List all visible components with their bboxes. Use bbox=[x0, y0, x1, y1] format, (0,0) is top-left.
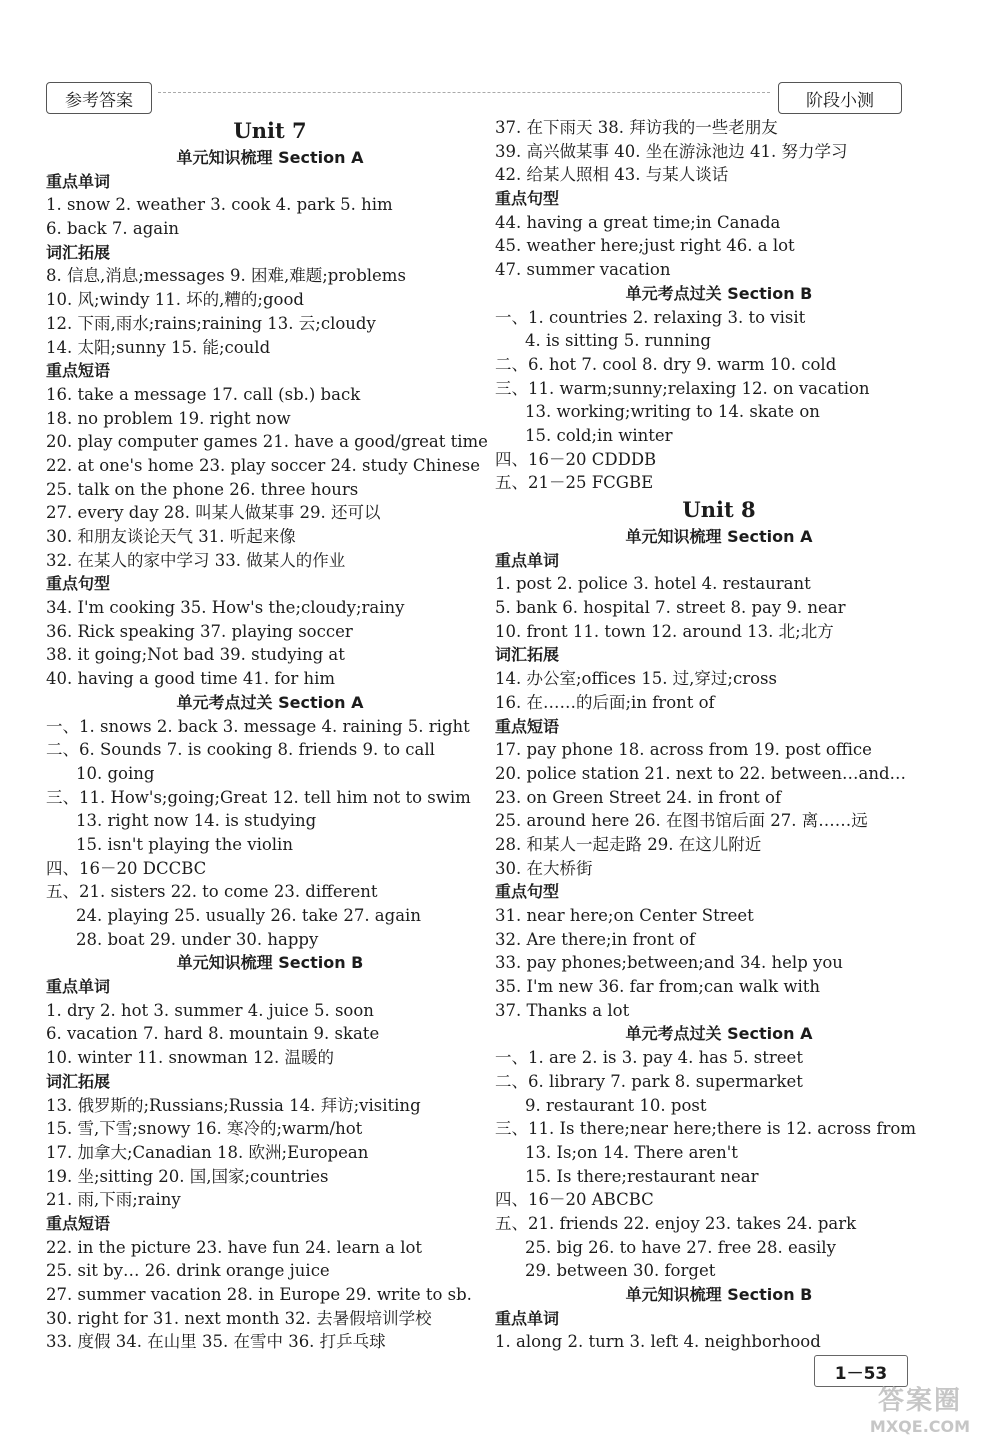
answer-line: 四、16－20 DCCBC bbox=[46, 858, 207, 878]
answer-line: 五、21. friends 22. enjoy 23. takes 24. park bbox=[495, 1213, 857, 1233]
answer-line: 45. weather here;just right 46. a lot bbox=[495, 236, 795, 256]
watermark-logo bbox=[850, 1380, 990, 1448]
category-heading: 重点短语 bbox=[495, 716, 560, 736]
section-heading: 单元知识梳理 Section B bbox=[625, 1285, 813, 1304]
category-heading: 重点单词 bbox=[46, 171, 111, 191]
answer-line: 6. back 7. again bbox=[46, 219, 179, 239]
answer-line: 10. front 11. town 12. around 13. 北;北方 bbox=[495, 621, 834, 641]
answer-line: 15. cold;in winter bbox=[525, 425, 673, 445]
answer-line: 三、11. Is there;near here;there is 12. across from bbox=[495, 1119, 916, 1139]
answer-line: 42. 给某人照相 43. 与某人谈话 bbox=[495, 165, 729, 185]
answer-line: 1. along 2. turn 3. left 4. neighborhood bbox=[495, 1332, 821, 1352]
answer-line: 13. 俄罗斯的;Russians;Russia 14. 拜访;visiting bbox=[46, 1095, 421, 1115]
answer-line: 6. vacation 7. hard 8. mountain 9. skate bbox=[46, 1024, 380, 1044]
category-heading: 词汇拓展 bbox=[46, 1071, 111, 1091]
answer-line: 1. snow 2. weather 3. cook 4. park 5. him bbox=[46, 195, 393, 215]
header-divider bbox=[158, 92, 770, 93]
section-heading: 单元考点过关 Section B bbox=[625, 283, 813, 303]
answer-line: 17. 加拿大;Canadian 18. 欧洲;European bbox=[46, 1142, 369, 1162]
answer-line: 30. 在大桥街 bbox=[495, 858, 593, 878]
category-heading: 重点短语 bbox=[46, 1213, 111, 1233]
answer-line: 24. playing 25. usually 26. take 27. again bbox=[76, 906, 421, 925]
left-column bbox=[46, 116, 494, 1354]
answer-line: 25. around here 26. 在图书馆后面 27. 离……远 bbox=[495, 811, 868, 831]
answer-line: 五、21. sisters 22. to come 23. different bbox=[46, 882, 378, 902]
answer-line: 27. summer vacation 28. in Europe 29. write to sb. bbox=[46, 1285, 472, 1304]
answer-line: 二、6. Sounds 7. is cooking 8. friends 9. to call bbox=[46, 740, 435, 760]
unit-heading: Unit 8 bbox=[682, 497, 756, 522]
answer-line: 1. dry 2. hot 3. summer 4. juice 5. soon bbox=[46, 1000, 374, 1020]
section-heading: 单元知识梳理 Section A bbox=[176, 148, 364, 167]
right-column bbox=[495, 116, 943, 1354]
answer-line: 44. having a great time;in Canada bbox=[495, 212, 781, 232]
category-heading: 重点句型 bbox=[46, 574, 111, 594]
answer-line: 8. 信息,消息;messages 9. 困难,难题;problems bbox=[46, 266, 406, 286]
answer-line: 14. 太阳;sunny 15. 能;could bbox=[46, 337, 271, 357]
answer-line: 37. Thanks a lot bbox=[495, 1000, 630, 1020]
answer-line: 三、11. How's;going;Great 12. tell him not to swim bbox=[46, 787, 471, 807]
answer-line: 29. between 30. forget bbox=[525, 1261, 716, 1281]
answer-line: 一、1. countries 2. relaxing 3. to visit bbox=[495, 307, 806, 327]
answer-line: 一、1. snows 2. back 3. message 4. raining 5. right bbox=[46, 716, 470, 736]
answer-line: 31. near here;on Center Street bbox=[495, 906, 754, 925]
answer-line: 4. is sitting 5. running bbox=[525, 331, 711, 351]
answer-line: 30. 和朋友谈论天气 31. 听起来像 bbox=[46, 527, 296, 546]
answer-line: 18. no problem 19. right now bbox=[46, 408, 291, 428]
category-heading: 重点单词 bbox=[46, 977, 111, 997]
answer-line: 9. restaurant 10. post bbox=[525, 1095, 707, 1115]
answer-line: 17. pay phone 18. across from 19. post office bbox=[495, 740, 872, 760]
unit-heading: Unit 7 bbox=[233, 118, 307, 143]
answer-line: 13. working;writing to 14. skate on bbox=[525, 402, 820, 422]
watermark-text: 答案圈 bbox=[877, 1386, 962, 1416]
answer-line: 35. I'm new 36. far from;can walk with bbox=[495, 977, 820, 997]
answer-line: 22. in the picture 23. have fun 24. learn a lot bbox=[46, 1237, 423, 1257]
answer-line: 15. Is there;restaurant near bbox=[525, 1166, 759, 1186]
answer-line: 39. 高兴做某事 40. 坐在游泳池边 41. 努力学习 bbox=[495, 141, 848, 161]
page-number: 1－53 bbox=[814, 1355, 908, 1387]
answer-line: 28. boat 29. under 30. happy bbox=[76, 929, 319, 949]
answer-line: 15. isn't playing the violin bbox=[76, 834, 293, 854]
answer-line: 16. 在……的后面;in front of bbox=[495, 692, 715, 712]
answer-line: 47. summer vacation bbox=[495, 260, 671, 280]
category-heading: 词汇拓展 bbox=[46, 242, 111, 262]
answer-line: 30. right for 31. next month 32. 去暑假培训学校 bbox=[46, 1308, 432, 1328]
answer-line: 32. Are there;in front of bbox=[495, 929, 696, 949]
answer-line: 25. talk on the phone 26. three hours bbox=[46, 479, 359, 499]
category-heading: 重点单词 bbox=[495, 1308, 560, 1328]
answer-line: 10. going bbox=[76, 763, 155, 783]
answer-line: 32. 在某人的家中学习 33. 做某人的作业 bbox=[46, 550, 346, 570]
answer-line: 25. big 26. to have 27. free 28. easily bbox=[525, 1237, 836, 1257]
answer-line: 一、1. are 2. is 3. pay 4. has 5. street bbox=[495, 1048, 803, 1068]
answer-line: 28. 和某人一起走路 29. 在这儿附近 bbox=[495, 834, 762, 854]
answer-line: 33. 度假 34. 在山里 35. 在雪中 36. 打乒乓球 bbox=[46, 1332, 386, 1352]
answer-line: 36. Rick speaking 37. playing soccer bbox=[46, 621, 353, 641]
answer-line: 40. having a good time 41. for him bbox=[46, 669, 336, 689]
answer-line: 五、21－25 FCGBE bbox=[495, 473, 654, 493]
answer-line: 15. 雪,下雪;snowy 16. 寒冷的;warm/hot bbox=[46, 1119, 363, 1139]
stage-quiz-tab: 阶段小测 bbox=[778, 82, 902, 114]
category-heading: 重点短语 bbox=[46, 361, 111, 381]
answer-line: 37. 在下雨天 38. 拜访我的一些老朋友 bbox=[495, 118, 778, 137]
answer-line: 四、16－20 ABCBC bbox=[495, 1190, 654, 1210]
answer-line: 34. I'm cooking 35. How's the;cloudy;rainy bbox=[46, 598, 405, 618]
answer-line: 27. every day 28. 叫某人做某事 29. 还可以 bbox=[46, 503, 381, 523]
answer-line: 10. winter 11. snowman 12. 温暖的 bbox=[46, 1048, 335, 1068]
answer-line: 20. police station 21. next to 22. between…and… bbox=[495, 763, 907, 783]
answer-line: 23. on Green Street 24. in front of bbox=[495, 787, 782, 807]
answer-line: 二、6. library 7. park 8. supermarket bbox=[495, 1071, 803, 1091]
answer-line: 22. at one's home 23. play soccer 24. study Chinese bbox=[46, 455, 480, 475]
answer-line: 16. take a message 17. call (sb.) back bbox=[46, 384, 361, 404]
answer-line: 四、16－20 CDDDB bbox=[495, 449, 657, 469]
watermark-url: MXQE.COM bbox=[869, 1417, 971, 1436]
answer-line: 二、6. hot 7. cool 8. dry 9. warm 10. cold bbox=[495, 354, 837, 374]
answer-line: 10. 风;windy 11. 坏的,糟的;good bbox=[46, 290, 304, 310]
answer-line: 21. 雨,下雨;rainy bbox=[46, 1190, 181, 1210]
category-heading: 词汇拓展 bbox=[495, 645, 560, 665]
answer-line: 25. sit by… 26. drink orange juice bbox=[46, 1261, 330, 1281]
section-heading: 单元考点过关 Section A bbox=[176, 692, 364, 712]
answer-line: 33. pay phones;between;and 34. help you bbox=[495, 953, 843, 973]
answer-line: 5. bank 6. hospital 7. street 8. pay 9. near bbox=[495, 598, 846, 618]
answer-key-tab: 参考答案 bbox=[46, 82, 152, 114]
category-heading: 重点句型 bbox=[495, 189, 560, 209]
category-heading: 重点单词 bbox=[495, 550, 560, 570]
section-heading: 单元知识梳理 Section A bbox=[625, 527, 813, 546]
section-heading: 单元知识梳理 Section B bbox=[176, 953, 364, 973]
answer-line: 1. post 2. police 3. hotel 4. restaurant bbox=[495, 574, 811, 594]
answer-line: 13. Is;on 14. There aren't bbox=[525, 1142, 738, 1162]
answer-line: 38. it going;Not bad 39. studying at bbox=[46, 645, 345, 665]
answer-line: 12. 下雨,雨水;rains;raining 13. 云;cloudy bbox=[46, 313, 376, 333]
category-heading: 重点句型 bbox=[495, 882, 560, 902]
answer-line: 20. play computer games 21. have a good/great time bbox=[46, 432, 488, 452]
answer-line: 三、11. warm;sunny;relaxing 12. on vacation bbox=[495, 378, 870, 398]
answer-line: 14. 办公室;offices 15. 过,穿过;cross bbox=[495, 669, 777, 689]
section-heading: 单元考点过关 Section A bbox=[625, 1024, 813, 1044]
answer-line: 19. 坐;sitting 20. 国,国家;countries bbox=[46, 1166, 329, 1186]
answer-line: 13. right now 14. is studying bbox=[76, 811, 317, 831]
